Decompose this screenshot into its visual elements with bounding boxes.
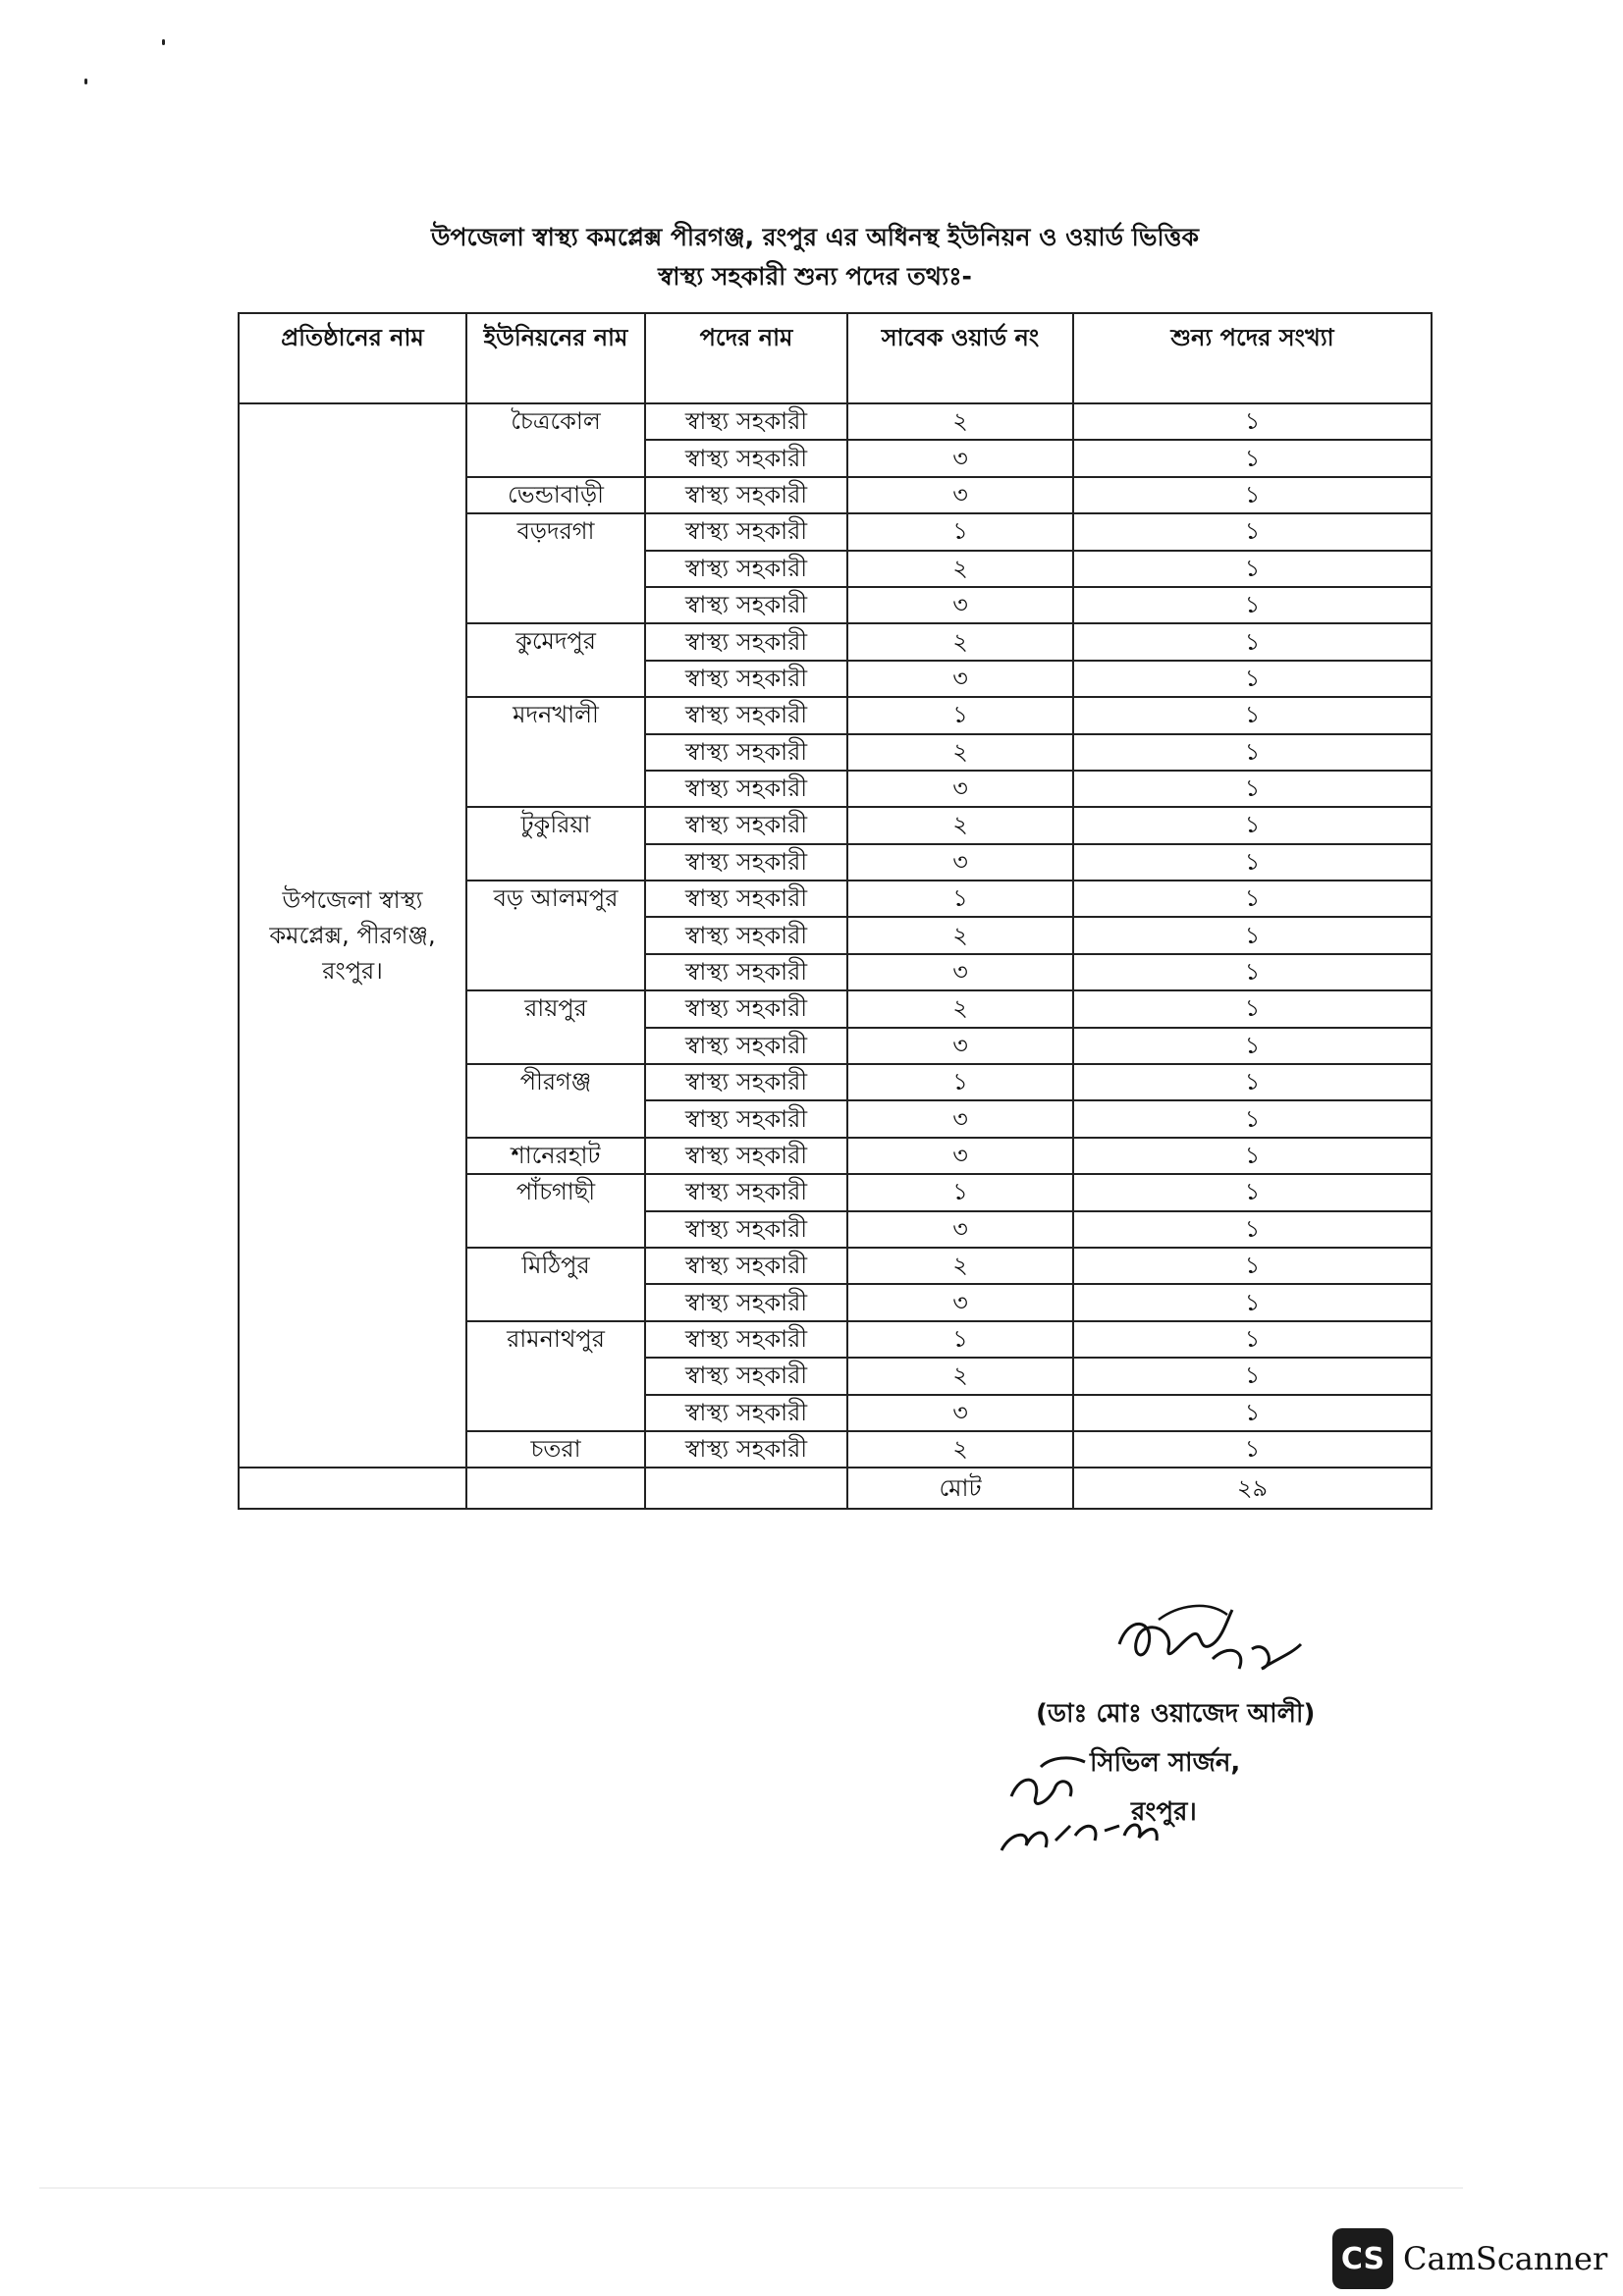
ward-no-cell: ২ [847, 1431, 1073, 1468]
post-name-cell: স্বাস্থ্য সহকারী [645, 844, 847, 881]
signatory-designation: সিভিল সার্জন, [1090, 1748, 1241, 1778]
ward-no-cell: ২ [847, 734, 1073, 771]
post-name-cell: স্বাস্থ্য সহকারী [645, 1358, 847, 1394]
vacancy-count-cell: ১ [1073, 513, 1432, 550]
ward-no-cell: ৩ [847, 844, 1073, 881]
header-vacancy-count: শুন্য পদের সংখ্যা [1073, 313, 1432, 403]
post-name-cell: স্বাস্থ্য সহকারী [645, 697, 847, 733]
ward-no-cell: ৩ [847, 661, 1073, 697]
vacancy-count-cell: ১ [1073, 881, 1432, 917]
post-name-cell: স্বাস্থ্য সহকারী [645, 1064, 847, 1100]
vacancy-count-cell: ১ [1073, 440, 1432, 476]
vacancy-count-cell: ১ [1073, 1358, 1432, 1394]
table-header-row [239, 313, 1432, 403]
post-name-cell: স্বাস্থ্য সহকারী [645, 661, 847, 697]
vacancy-count-cell: ১ [1073, 551, 1432, 587]
signatory-city: রংপুর। [1131, 1797, 1197, 1827]
post-name-cell: স্বাস্থ্য সহকারী [645, 513, 847, 550]
vacancy-count-cell: ১ [1073, 1028, 1432, 1064]
table-row [239, 403, 1432, 440]
ward-no-cell: ৩ [847, 440, 1073, 476]
empty-cell [239, 1468, 466, 1509]
table-total-row [239, 1468, 1432, 1509]
union-cell: মিঠিপুর [466, 1248, 645, 1321]
ward-no-cell: ১ [847, 1174, 1073, 1210]
post-name-cell: স্বাস্থ্য সহকারী [645, 1248, 847, 1284]
post-name-cell: স্বাস্থ্য সহকারী [645, 403, 847, 440]
vacancy-count-cell: ১ [1073, 1431, 1432, 1468]
ward-no-cell: ২ [847, 807, 1073, 843]
union-cell: পীরগঞ্জ [466, 1064, 645, 1138]
vacancy-count-cell: ১ [1073, 917, 1432, 953]
ward-no-cell: ১ [847, 1321, 1073, 1358]
vacancy-count-cell: ১ [1073, 403, 1432, 440]
ward-no-cell: ২ [847, 990, 1073, 1027]
vacancy-count-cell: ১ [1073, 990, 1432, 1027]
vacancy-count-cell: ১ [1073, 1248, 1432, 1284]
union-cell: বড়দরগা [466, 513, 645, 623]
vacancy-count-cell: ১ [1073, 1211, 1432, 1248]
ward-no-cell: ৩ [847, 1100, 1073, 1137]
ward-no-cell: ২ [847, 1248, 1073, 1284]
header-post-name: পদের নাম [645, 313, 847, 403]
ward-no-cell: ২ [847, 1358, 1073, 1394]
union-cell: ভেন্ডাবাড়ী [466, 477, 645, 513]
vacancy-count-cell: ১ [1073, 807, 1432, 843]
camscanner-logo-icon: CS [1332, 2228, 1393, 2289]
ward-no-cell: ২ [847, 917, 1073, 953]
ward-no-cell: ৩ [847, 1028, 1073, 1064]
post-name-cell: স্বাস্থ্য সহকারী [645, 734, 847, 771]
post-name-cell: স্বাস্থ্য সহকারী [645, 1321, 847, 1358]
ward-no-cell: ৩ [847, 1211, 1073, 1248]
table-body [239, 403, 1432, 1509]
vacancy-count-cell: ১ [1073, 1284, 1432, 1320]
post-name-cell: স্বাস্থ্য সহকারী [645, 587, 847, 623]
vacancy-count-cell: ১ [1073, 587, 1432, 623]
document-title [236, 218, 1394, 296]
vacancy-count-cell: ১ [1073, 1174, 1432, 1210]
vacancy-count-cell: ১ [1073, 1395, 1432, 1431]
signatory-name: (ডাঃ মোঃ ওয়াজেদ আলী) [1036, 1699, 1316, 1729]
ward-no-cell: ৩ [847, 1395, 1073, 1431]
ward-no-cell: ৩ [847, 587, 1073, 623]
post-name-cell: স্বাস্থ্য সহকারী [645, 477, 847, 513]
union-cell: চৈত্রকোল [466, 403, 645, 477]
empty-cell [466, 1468, 645, 1509]
vacancy-count-cell: ১ [1073, 477, 1432, 513]
post-name-cell: স্বাস্থ্য সহকারী [645, 623, 847, 660]
post-name-cell: স্বাস্থ্য সহকারী [645, 1174, 847, 1210]
vacancy-count-cell: ১ [1073, 954, 1432, 990]
union-cell: রায়পুর [466, 990, 645, 1064]
ward-no-cell: ১ [847, 697, 1073, 733]
total-value-cell: ২৯ [1073, 1468, 1432, 1509]
post-name-cell: স্বাস্থ্য সহকারী [645, 990, 847, 1027]
vacancy-count-cell: ১ [1073, 1321, 1432, 1358]
vacancy-count-cell: ১ [1073, 771, 1432, 807]
ward-no-cell: ১ [847, 513, 1073, 550]
empty-cell [645, 1468, 847, 1509]
post-name-cell: স্বাস্থ্য সহকারী [645, 440, 847, 476]
total-label-cell: মোট [847, 1468, 1073, 1509]
vacancy-count-cell: ১ [1073, 844, 1432, 881]
ward-no-cell: ১ [847, 1064, 1073, 1100]
union-cell: রামনাথপুর [466, 1321, 645, 1431]
ward-no-cell: ৩ [847, 1138, 1073, 1174]
camscanner-watermark [1332, 2228, 1607, 2289]
title-line-2: স্বাস্থ্য সহকারী শুন্য পদের তথ্যঃ- [658, 262, 972, 291]
union-cell: বড় আলমপুর [466, 881, 645, 990]
post-name-cell: স্বাস্থ্য সহকারী [645, 1284, 847, 1320]
header-ward-no: সাবেক ওয়ার্ড নং [847, 313, 1073, 403]
union-cell: শানেরহাট [466, 1138, 645, 1174]
vacancy-count-cell: ১ [1073, 1064, 1432, 1100]
ward-no-cell: ১ [847, 881, 1073, 917]
ward-no-cell: ২ [847, 403, 1073, 440]
title-line-1: উপজেলা স্বাস্থ্য কমপ্লেক্স পীরগঞ্জ, রংপুর এর অধিনস্থ ইউনিয়ন ও ওয়ার্ড ভিত্তিক [431, 223, 1199, 251]
camscanner-text: CamScanner [1403, 2240, 1608, 2277]
organization-cell: উপজেলা স্বাস্থ্য কমপ্লেক্স, পীরগঞ্জ, রংপুর। [239, 403, 466, 1468]
post-name-cell: স্বাস্থ্য সহকারী [645, 1211, 847, 1248]
scan-speck [84, 79, 87, 84]
vacancy-count-cell: ১ [1073, 697, 1432, 733]
scan-speck [162, 39, 165, 45]
vacancy-count-cell: ১ [1073, 1138, 1432, 1174]
vacancy-count-cell: ১ [1073, 1100, 1432, 1137]
vacancy-count-cell: ১ [1073, 661, 1432, 697]
ward-no-cell: ২ [847, 551, 1073, 587]
union-cell: টুকুরিয়া [466, 807, 645, 881]
ward-no-cell: ৩ [847, 1284, 1073, 1320]
header-union: ইউনিয়নের নাম [466, 313, 645, 403]
union-cell: পাঁচগাছী [466, 1174, 645, 1248]
post-name-cell: স্বাস্থ্য সহকারী [645, 1138, 847, 1174]
ward-no-cell: ৩ [847, 477, 1073, 513]
vacancy-count-cell: ১ [1073, 623, 1432, 660]
union-cell: মদনখালী [466, 697, 645, 807]
post-name-cell: স্বাস্থ্য সহকারী [645, 551, 847, 587]
post-name-cell: স্বাস্থ্য সহকারী [645, 954, 847, 990]
ward-no-cell: ২ [847, 623, 1073, 660]
post-name-cell: স্বাস্থ্য সহকারী [645, 1431, 847, 1468]
union-cell: কুমেদপুর [466, 623, 645, 697]
vacancy-count-cell: ১ [1073, 734, 1432, 771]
post-name-cell: স্বাস্থ্য সহকারী [645, 1100, 847, 1137]
header-organization: প্রতিষ্ঠানের নাম [239, 313, 466, 403]
post-name-cell: স্বাস্থ্য সহকারী [645, 1028, 847, 1064]
post-name-cell: স্বাস্থ্য সহকারী [645, 881, 847, 917]
post-name-cell: স্বাস্থ্য সহকারী [645, 807, 847, 843]
post-name-cell: স্বাস্থ্য সহকারী [645, 1395, 847, 1431]
post-name-cell: স্বাস্থ্য সহকারী [645, 917, 847, 953]
ward-no-cell: ৩ [847, 954, 1073, 990]
vacancy-table [238, 312, 1433, 1510]
ward-no-cell: ৩ [847, 771, 1073, 807]
post-name-cell: স্বাস্থ্য সহকারী [645, 771, 847, 807]
union-cell: চতরা [466, 1431, 645, 1468]
scan-edge-line [39, 2187, 1463, 2189]
